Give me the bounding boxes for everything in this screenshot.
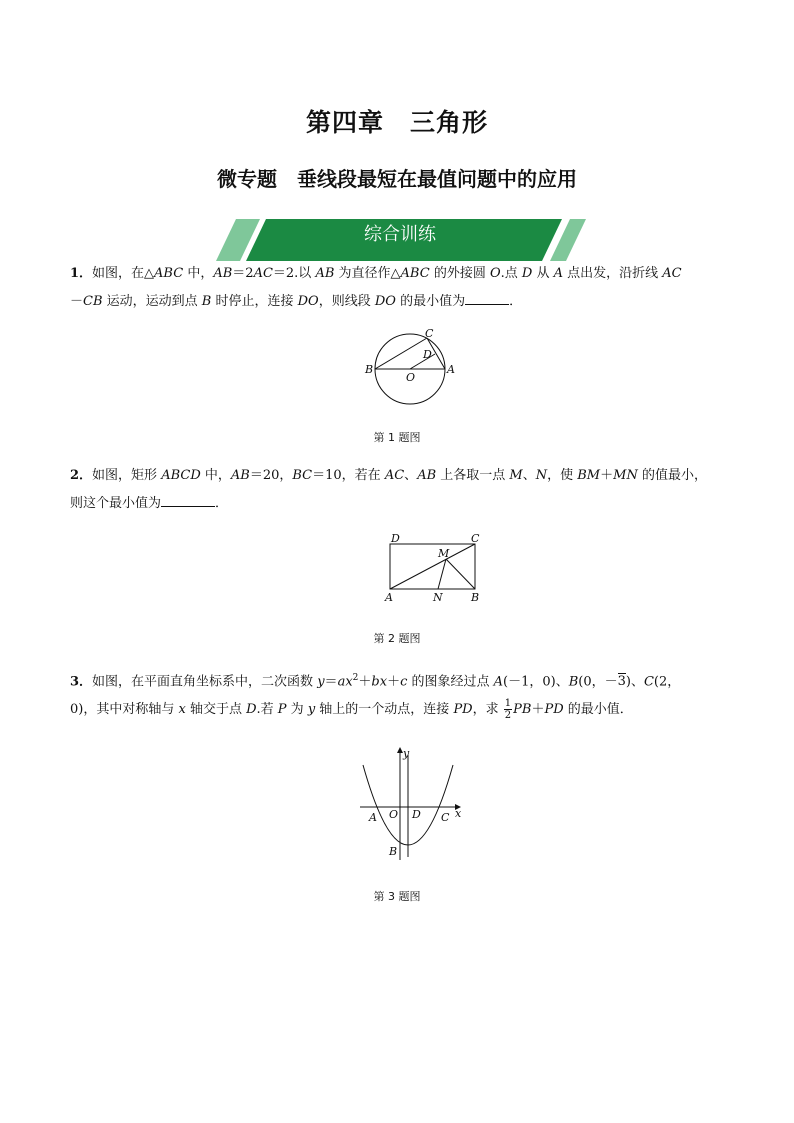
label-c: C <box>425 327 434 340</box>
question-1-text: 1．如图，在△ABC 中，AB＝2AC＝2.以 AB 为直径作△ABC 的外接圆 O.点 D 从 A 点出发，沿折线 AC －CB 运动，运动到点 B 时停止，连接 DO，则线段 DO 的最小值为 ． <box>70 266 682 309</box>
label-d: D <box>391 532 400 545</box>
figure-2 <box>380 532 490 604</box>
label-o: O <box>389 808 399 821</box>
question-3-text: 3．如图，在平面直角坐标系中，二次函数 $y=ax^2+bx+c$ 的图象经过点 A(－1，0)、B(0，－3)、C(2， 0)，其中对称轴与 x 轴交于点 D.若 P 为 y 轴上的一个动点，连接 PD，求 $\frac{1}{2}$ PB＋PD 的最小值． <box>70 673 681 722</box>
label-b: B <box>365 363 374 376</box>
label-x: x <box>455 807 462 820</box>
label-d: D <box>423 348 432 361</box>
figure-3-caption: 第 3 题图 <box>373 890 421 903</box>
figure-3 <box>355 745 475 865</box>
diagonal-ac <box>390 544 475 589</box>
question-number: 1． <box>70 266 93 281</box>
label-c: C <box>471 532 480 545</box>
figure-1 <box>360 326 460 406</box>
label-c: C <box>441 811 450 824</box>
label-d: D <box>412 808 421 821</box>
label-b: B <box>389 845 398 858</box>
chord-bc <box>375 338 427 369</box>
question-2-text: 2．如图，矩形 ABCD 中，AB＝20，BC＝10，若在 AC、AB 上各取一点 M、N，使 BM＋MN 的值最小， 则这个最小值为 ． <box>70 468 707 511</box>
label-y: y <box>403 747 410 760</box>
label-b: B <box>471 591 480 604</box>
figure-1-caption: 第 1 题图 <box>373 431 421 444</box>
figure-2-caption: 第 2 题图 <box>373 632 421 645</box>
chapter-title: 第四章 三角形 <box>305 108 488 137</box>
label-m: M <box>438 547 450 560</box>
question-number: 2． <box>70 468 93 483</box>
page-subtitle: 微专题 垂线段最短在最值问题中的应用 <box>217 167 577 191</box>
label-a: A <box>447 363 455 376</box>
label-a: A <box>369 811 377 824</box>
question-number: 3． <box>70 674 93 690</box>
label-n: N <box>433 591 443 604</box>
section-banner-label: 综合训练 <box>364 224 436 245</box>
label-o: O <box>406 371 416 384</box>
segment-bm <box>446 559 475 589</box>
label-a: A <box>385 591 393 604</box>
